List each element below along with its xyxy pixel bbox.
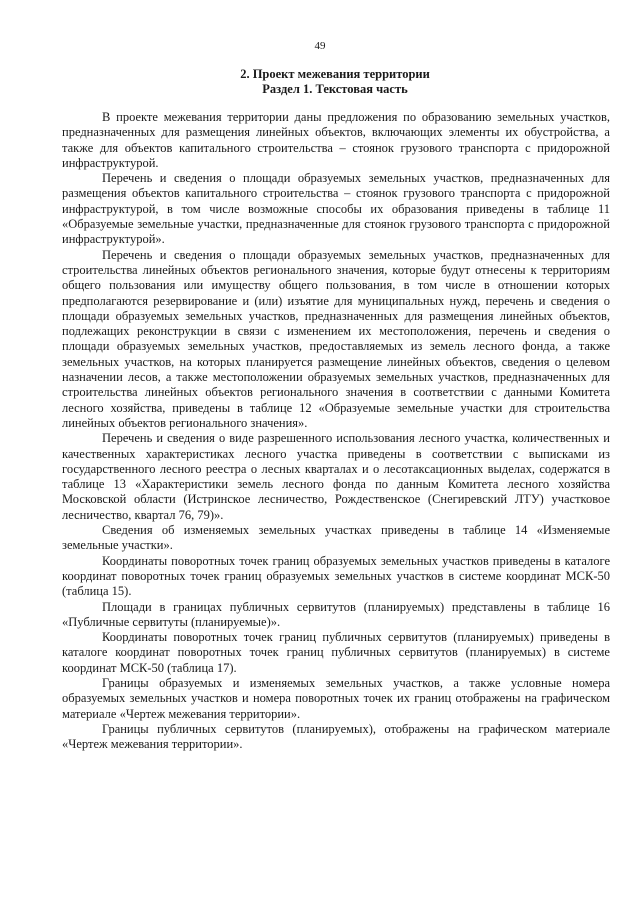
subsection-title: Раздел 1. Текстовая часть bbox=[262, 82, 408, 96]
paragraph: Перечень и сведения о площади образуемых земельных участков, предназначенных для строительства линейных объектов регионального значения, которые будут отнесены к территориям общего пользования или имуществу общего пользования, в том числе в отношении которых предполагаются резервирование и (или) изъятие для муниципальных нужд, перечень и сведения о площади образуемых земельных участков, предназначенных для размещения линейных объектов, подлежащих реконструкции в связи с изменением их местоположения, перечень и сведения о площади образуемых земельных участков, предоставляемых из земель лесного фонда, а также земельных участков, на которых планируется размещение линейных объектов, сведения о целевом назначении лесов, а также местоположении образуемых земельных участков, предназначенных для строительства линейных объектов регионального значения в соответствии с данными Комитета лесного хозяйства, приведены в таблице 12 «Образуемые земельные участки для строительства линейных объектов регионального значения». bbox=[62, 247, 610, 430]
paragraph: Площади в границах публичных сервитутов (планируемых) представлены в таблице 16 «Публичные сервитуты (планируемые)». bbox=[62, 599, 610, 629]
section-title: 2. Проект межевания территории bbox=[240, 67, 430, 81]
paragraph: Сведения об изменяемых земельных участках приведены в таблице 14 «Изменяемые земельные участки». bbox=[62, 523, 610, 553]
page-number: 49 bbox=[314, 40, 326, 52]
paragraph: Координаты поворотных точек границ образуемых земельных участков приведены в каталоге координат поворотных точек границ образуемых земельных участков в системе координат МСК-50 (таблица 15). bbox=[62, 553, 610, 599]
section-heading bbox=[60, 67, 610, 97]
body-text bbox=[62, 110, 610, 752]
paragraph: Перечень и сведения о площади образуемых земельных участков, предназначенных для размещения объектов капитального строительства – стоянок грузового транспорта с придорожной инфраструктурой, в том числе возможные способы их образования приведены в таблице 11 «Образуемые земельные участки, предназначенные для стоянок грузового транспорта с придорожной инфраструктурой». bbox=[62, 171, 610, 247]
paragraph: Границы публичных сервитутов (планируемых), отображены на графическом материале «Чертеж межевания территории». bbox=[62, 721, 610, 752]
paragraph: Перечень и сведения о виде разрешенного использования лесного участка, количественных и качественных характеристиках лесного участка приведены в соответствии с выписками из государственного лесного реестра о лесных кварталах и о лесотаксационных выделах, содержатся в таблице 13 «Характеристики земель лесного фонда по данным Комитета лесного хозяйства Московской области (Истринское лесничество, Рождественское (Снегиревский ЛТУ) участковое лесничество, квартал 76, 79)». bbox=[62, 431, 610, 522]
paragraph: Границы образуемых и изменяемых земельных участков, а также условные номера образуемых земельных участков и номера поворотных точек их границ отображены на графическом материале «Чертеж межевания территории». bbox=[62, 675, 610, 721]
paragraph: В проекте межевания территории даны предложения по образованию земельных участков, предназначенных для размещения линейных объектов, включающих элементы их обустройства, а также для объектов капитального строительства – стоянок грузового транспорта с придорожной инфраструктурой. bbox=[62, 110, 610, 170]
paragraph: Координаты поворотных точек границ публичных сервитутов (планируемых) приведены в каталоге координат поворотных точек границ публичных сервитутов (планируемых) в системе координат МСК-50 (таблица 17). bbox=[62, 630, 610, 675]
